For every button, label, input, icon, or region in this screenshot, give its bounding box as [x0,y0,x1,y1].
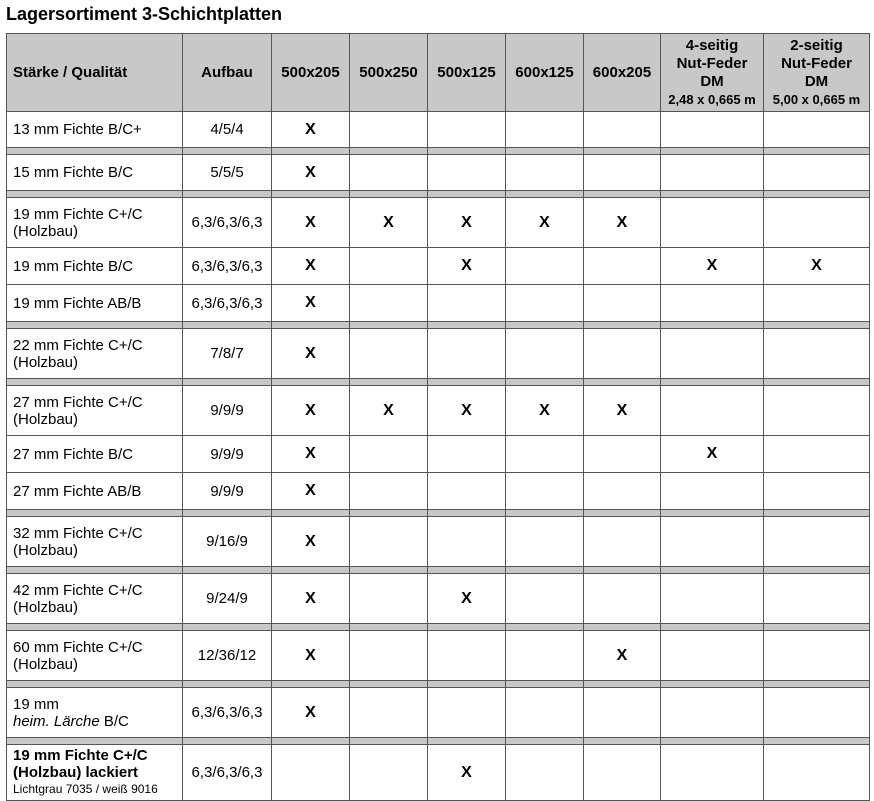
table-row [7,517,870,567]
quality-cell [7,112,183,148]
separator-cell [661,322,764,329]
separator-cell [506,624,584,631]
availability-mark: X [272,631,350,681]
separator-cell [584,322,661,329]
build-cell: 5/5/5 [183,155,272,191]
empty-cell [506,745,584,801]
availability-mark: X [584,631,661,681]
separator-cell [764,567,870,574]
empty-cell [428,155,506,191]
empty-cell [350,517,428,567]
empty-cell [506,436,584,473]
separator-cell [7,567,183,574]
empty-cell [506,285,584,322]
stock-table [6,33,870,801]
separator-cell [272,681,350,688]
separator-cell [661,681,764,688]
separator-cell [584,379,661,386]
empty-cell [584,688,661,738]
separator-cell [764,322,870,329]
header-nf2-line: 2-seitig [790,36,843,54]
separator-cell [183,148,272,155]
separator-cell [584,191,661,198]
header-nut-feder-4 [661,34,764,112]
separator-cell [350,148,428,155]
separator-cell [428,567,506,574]
empty-cell [661,517,764,567]
empty-cell [428,688,506,738]
table-row [7,198,870,248]
separator-cell [661,148,764,155]
quality-line: (Holzbau) [13,598,79,616]
header-nf2-line: DM [804,72,829,90]
empty-cell [350,329,428,379]
separator-cell [350,738,428,745]
availability-mark: X [428,386,506,436]
separator-cell [506,510,584,517]
quality-grade: B/C [99,712,129,730]
table-row [7,631,870,681]
separator-cell [428,510,506,517]
build-cell: 6,3/6,3/6,3 [183,285,272,322]
table-row [7,688,870,738]
quality-cell [7,574,183,624]
separator-cell [428,624,506,631]
build-cell: 9/9/9 [183,436,272,473]
row-separator [7,567,870,574]
empty-cell [764,285,870,322]
quality-cell [7,329,183,379]
build-cell: 6,3/6,3/6,3 [183,688,272,738]
availability-mark: X [506,198,584,248]
separator-cell [350,567,428,574]
quality-line: (Holzbau) lackiert [13,764,139,781]
row-separator [7,738,870,745]
separator-cell [7,738,183,745]
header-quality: Stärke / Qualität [7,34,183,112]
separator-cell [183,191,272,198]
table-row [7,386,870,436]
quality-line: (Holzbau) [13,222,79,240]
empty-cell [764,574,870,624]
empty-cell [350,574,428,624]
table-row [7,248,870,285]
quality-line: 22 mm Fichte C+/C [13,336,143,354]
separator-cell [183,322,272,329]
quality-line: (Holzbau) [13,655,79,673]
separator-cell [506,681,584,688]
separator-cell [350,322,428,329]
row-separator [7,191,870,198]
empty-cell [764,745,870,801]
empty-cell [350,745,428,801]
empty-cell [584,329,661,379]
row-separator [7,379,870,386]
availability-mark: X [661,436,764,473]
empty-cell [584,574,661,624]
separator-cell [183,624,272,631]
separator-cell [350,379,428,386]
availability-mark: X [272,155,350,191]
separator-cell [764,681,870,688]
empty-cell [764,386,870,436]
availability-mark: X [272,248,350,285]
header-size: 500x205 [272,34,350,112]
quality-cell [7,436,183,473]
availability-mark: X [272,112,350,148]
header-build: Aufbau [183,34,272,112]
availability-mark: X [428,745,506,801]
separator-cell [506,738,584,745]
availability-mark: X [661,248,764,285]
separator-cell [661,624,764,631]
empty-cell [661,473,764,510]
build-cell: 9/24/9 [183,574,272,624]
separator-cell [584,681,661,688]
header-nf4-line: DM [700,72,724,90]
separator-cell [661,567,764,574]
build-cell: 6,3/6,3/6,3 [183,745,272,801]
separator-cell [350,624,428,631]
page-title: Lagersortiment 3-Schichtplatten [6,4,283,24]
separator-cell [764,510,870,517]
separator-cell [661,510,764,517]
separator-cell [764,624,870,631]
quality-cell [7,248,183,285]
build-cell: 4/5/4 [183,112,272,148]
availability-mark: X [428,248,506,285]
quality-cell [7,155,183,191]
quality-line: 15 mm Fichte B/C [13,164,134,181]
empty-cell [350,248,428,285]
empty-cell [661,688,764,738]
separator-cell [428,379,506,386]
empty-cell [661,155,764,191]
header-size: 600x125 [506,34,584,112]
empty-cell [584,473,661,510]
empty-cell [350,473,428,510]
availability-mark: X [272,473,350,510]
availability-mark: X [764,248,870,285]
build-cell: 9/16/9 [183,517,272,567]
table-row [7,473,870,510]
empty-cell [428,517,506,567]
empty-cell [350,436,428,473]
quality-line: 19 mm [13,695,59,713]
separator-cell [272,624,350,631]
availability-mark: X [272,517,350,567]
empty-cell [661,198,764,248]
separator-cell [272,148,350,155]
row-separator [7,624,870,631]
header-nf4-dim: 2,48 x 0,665 m [668,91,756,107]
quality-cell [7,688,183,738]
empty-cell [764,112,870,148]
empty-cell [584,285,661,322]
header-row [7,34,870,112]
separator-cell [272,738,350,745]
separator-cell [183,738,272,745]
availability-mark: X [506,386,584,436]
empty-cell [764,631,870,681]
header-size: 500x125 [428,34,506,112]
empty-cell [764,198,870,248]
empty-cell [272,745,350,801]
row-separator [7,510,870,517]
quality-cell [7,631,183,681]
empty-cell [428,285,506,322]
empty-cell [764,688,870,738]
empty-cell [764,473,870,510]
separator-cell [7,624,183,631]
quality-line: 19 mm Fichte B/C [13,257,134,275]
separator-cell [584,624,661,631]
availability-mark: X [584,386,661,436]
build-cell: 9/9/9 [183,473,272,510]
availability-mark: X [584,198,661,248]
quality-cell [7,473,183,510]
separator-cell [764,191,870,198]
quality-cell [7,517,183,567]
quality-line: (Holzbau) [13,353,79,371]
header-size: 500x250 [350,34,428,112]
quality-cell [7,198,183,248]
separator-cell [350,191,428,198]
quality-line: 42 mm Fichte C+/C [13,581,143,599]
separator-cell [506,567,584,574]
quality-cell [7,285,183,322]
empty-cell [764,436,870,473]
separator-cell [506,379,584,386]
quality-line: 27 mm Fichte C+/C [13,393,143,411]
separator-cell [7,681,183,688]
empty-cell [661,631,764,681]
separator-cell [764,738,870,745]
empty-cell [428,631,506,681]
build-cell: 6,3/6,3/6,3 [183,198,272,248]
quality-cell [7,745,183,801]
separator-cell [272,191,350,198]
separator-cell [428,148,506,155]
separator-cell [661,379,764,386]
quality-line: (Holzbau) [13,541,79,559]
separator-cell [584,510,661,517]
table-row [7,436,870,473]
header-nf4-line: 4-seitig [685,36,739,54]
empty-cell [764,517,870,567]
separator-cell [764,148,870,155]
empty-cell [506,688,584,738]
availability-mark: X [428,198,506,248]
table-row [7,745,870,801]
separator-cell [428,322,506,329]
quality-line: 13 mm Fichte B/C+ [13,121,142,138]
empty-cell [350,631,428,681]
separator-cell [428,738,506,745]
empty-cell [661,745,764,801]
row-separator [7,148,870,155]
availability-mark: X [350,198,428,248]
quality-species: heim. Lärche [13,712,100,730]
empty-cell [428,473,506,510]
row-separator [7,681,870,688]
separator-cell [7,191,183,198]
empty-cell [350,688,428,738]
empty-cell [661,329,764,379]
separator-cell [661,191,764,198]
separator-cell [764,379,870,386]
quality-line: 32 mm Fichte C+/C [13,524,143,542]
empty-cell [428,436,506,473]
empty-cell [506,473,584,510]
separator-cell [183,567,272,574]
separator-cell [183,681,272,688]
empty-cell [506,574,584,624]
quality-line: Lichtgrau 7035 / weiß 9016 [13,782,158,796]
empty-cell [661,386,764,436]
separator-cell [272,379,350,386]
empty-cell [506,248,584,285]
header-nut-feder-2 [764,34,870,112]
empty-cell [661,285,764,322]
availability-mark: X [350,386,428,436]
separator-cell [7,510,183,517]
build-cell: 6,3/6,3/6,3 [183,248,272,285]
separator-cell [506,148,584,155]
separator-cell [506,191,584,198]
separator-cell [272,322,350,329]
empty-cell [584,517,661,567]
quality-line [13,713,182,730]
separator-cell [7,148,183,155]
separator-cell [428,681,506,688]
empty-cell [350,285,428,322]
header-nf2-dim: 5,00 x 0,665 m [772,91,861,107]
table-row [7,285,870,322]
empty-cell [661,112,764,148]
header-nf2-line: Nut-Feder [781,54,852,72]
separator-cell [7,379,183,386]
header-nf4-line: Nut-Feder [676,54,748,72]
empty-cell [584,436,661,473]
availability-mark: X [272,436,350,473]
empty-cell [428,112,506,148]
separator-cell [272,567,350,574]
separator-cell [183,379,272,386]
row-separator [7,322,870,329]
quality-cell [7,386,183,436]
separator-cell [506,322,584,329]
empty-cell [428,329,506,379]
availability-mark: X [272,688,350,738]
availability-mark: X [272,386,350,436]
build-cell: 7/8/7 [183,329,272,379]
build-cell: 12/36/12 [183,631,272,681]
separator-cell [584,567,661,574]
availability-mark: X [272,329,350,379]
quality-line: 19 mm Fichte C+/C [13,747,148,764]
separator-cell [272,510,350,517]
availability-mark: X [428,574,506,624]
empty-cell [764,155,870,191]
empty-cell [584,155,661,191]
availability-mark: X [272,198,350,248]
empty-cell [584,248,661,285]
separator-cell [584,148,661,155]
separator-cell [7,322,183,329]
empty-cell [506,155,584,191]
table-row [7,574,870,624]
empty-cell [584,112,661,148]
separator-cell [350,681,428,688]
quality-line: 19 mm Fichte AB/B [13,294,142,312]
header-size: 600x205 [584,34,661,112]
separator-cell [350,510,428,517]
quality-line: 27 mm Fichte AB/B [13,482,142,500]
empty-cell [661,574,764,624]
table-row [7,112,870,148]
quality-line: 27 mm Fichte B/C [13,445,134,463]
quality-line: 60 mm Fichte C+/C [13,638,143,656]
empty-cell [506,329,584,379]
table-row [7,155,870,191]
quality-line: 19 mm Fichte C+/C [13,205,143,223]
empty-cell [764,329,870,379]
availability-mark: X [272,574,350,624]
separator-cell [584,738,661,745]
empty-cell [506,631,584,681]
separator-cell [183,510,272,517]
quality-line: (Holzbau) [13,410,79,428]
empty-cell [350,155,428,191]
availability-mark: X [272,285,350,322]
empty-cell [350,112,428,148]
empty-cell [584,745,661,801]
build-cell: 9/9/9 [183,386,272,436]
empty-cell [506,112,584,148]
separator-cell [661,738,764,745]
separator-cell [428,191,506,198]
empty-cell [506,517,584,567]
table-row [7,329,870,379]
